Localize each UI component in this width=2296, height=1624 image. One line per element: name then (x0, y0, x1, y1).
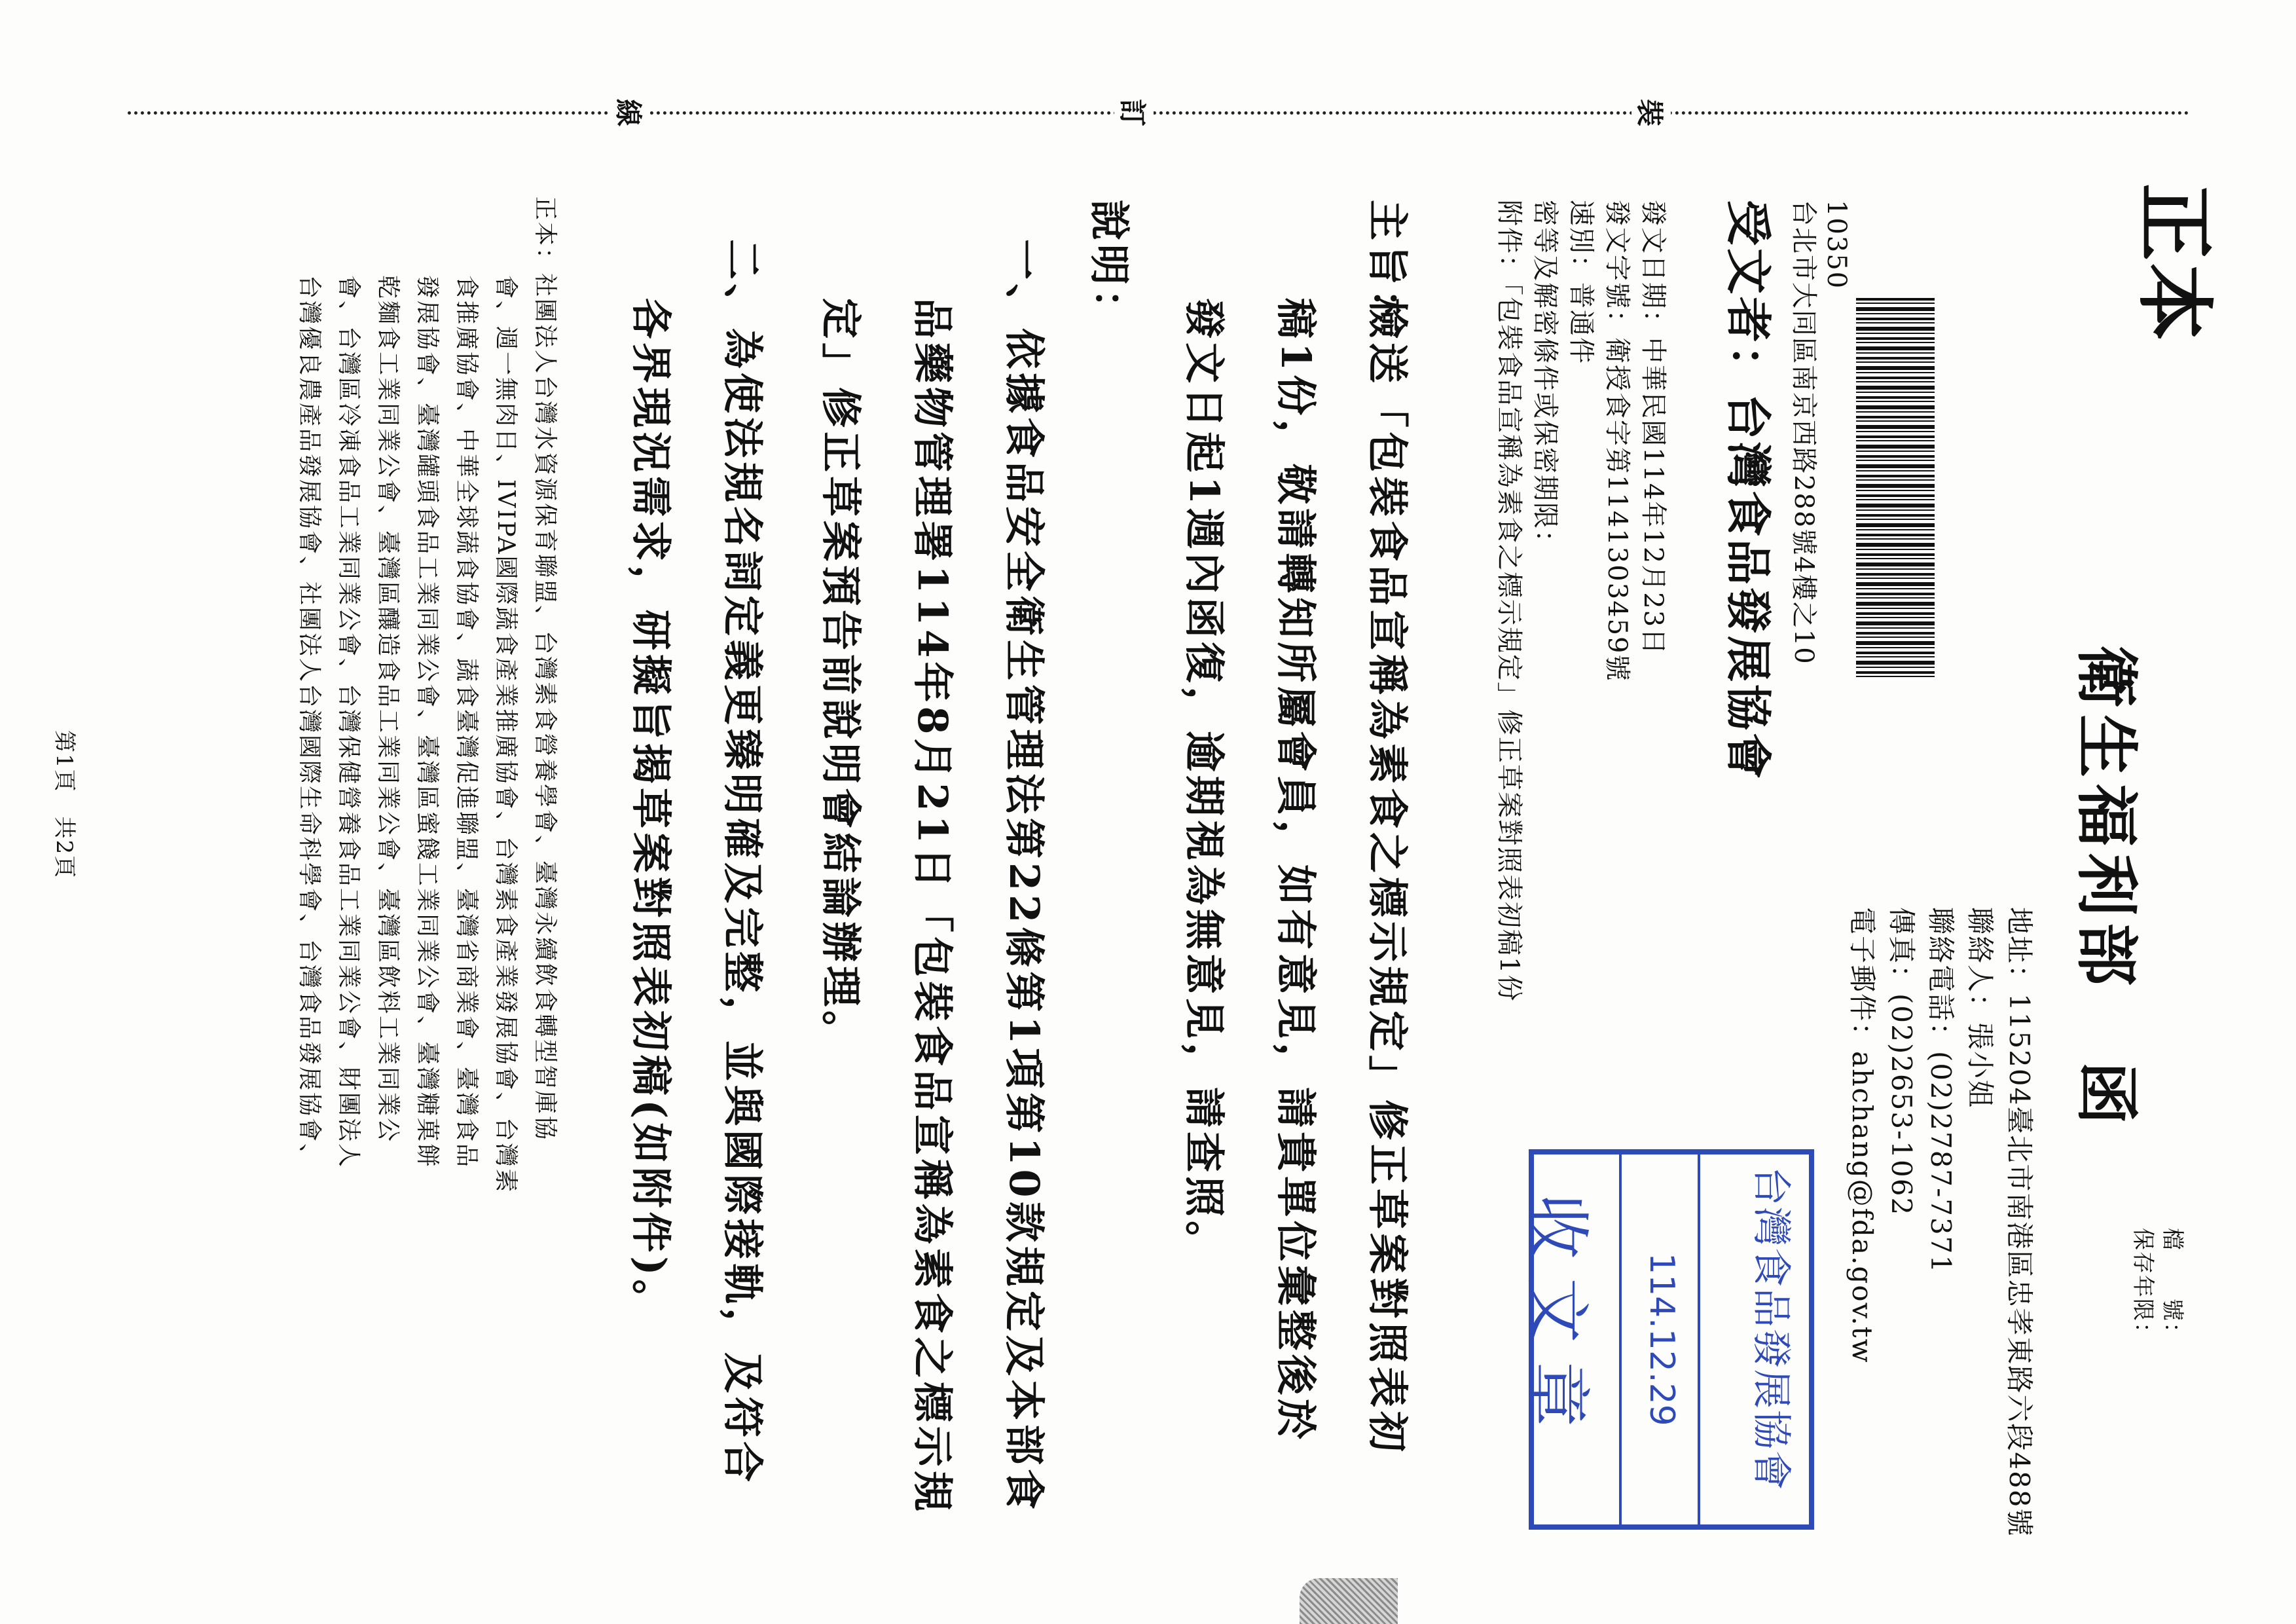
cc-line-6: 會、台灣區冷凍食品工業同業公會、台灣保健營養食品工業同業公會、財團法人 (335, 275, 362, 1170)
stamp-date: 114.12.29 (1642, 1253, 1681, 1426)
explanation-label: 說明： (1085, 200, 1133, 334)
classification: 密等及解密條件或保密期限： (1530, 200, 1560, 557)
scan-smudge (1300, 1578, 1398, 1624)
postal-code: 10350 (1821, 200, 1851, 290)
explanation-item-2-line-1: 二、為使法規名詞定義更臻明確及完整，並與國際接軌，及符合 (719, 239, 767, 1486)
barcode-image (1856, 298, 1935, 678)
recipient-name: 受文者：台灣食品發展協會 (1721, 200, 1776, 781)
sender-address: 地址：115204臺北市南港區忠孝東路六段488號 (2003, 907, 2035, 1538)
stamp-received: 收文章 (1518, 1194, 1595, 1445)
document-number: 發文字號：衛授食字第1141303459號 (1602, 200, 1632, 682)
binding-line (128, 111, 2190, 115)
binding-mark-staple: 訂 (1114, 95, 1154, 130)
recipient-address: 台北市大同區南京西路288號4樓之10 (1789, 200, 1819, 665)
delivery-speed: 速別：普通件 (1566, 200, 1596, 365)
cc-line-4: 發展協會、臺灣罐頭食品工業同業公會、臺灣區蜜餞工業同業公會、臺灣糖菓餅 (414, 275, 441, 1170)
binding-mark-line: 線 (610, 95, 649, 130)
received-stamp (1518, 1149, 1814, 1530)
subject-line-3: 發文日起1週內函復，逾期視為無意見，請查照。 (1180, 298, 1228, 1266)
subject-line-2: 稿1份，敬請轉知所屬會員，如有意見，請貴單位彙整後於 (1272, 298, 1320, 1444)
copy-mark: 正本 (2129, 183, 2220, 344)
stamp-org: 台灣食品發展協會 (1748, 1166, 1794, 1491)
explanation-item-1-line-2: 品藥物管理署114年8月21日「包裝食品宣稱為素食之標示規 (909, 298, 957, 1515)
page-number: 第1頁 共2頁 (51, 730, 77, 879)
binding-mark-bind: 裝 (1631, 95, 1671, 130)
sender-contact: 聯絡人：張小姐 (1964, 907, 1996, 1109)
explanation-item-1-line-1: 一、依據食品安全衛生管理法第22條第1項第10款規定及本部食 (1000, 239, 1048, 1513)
subject-line-1: 檢送「包裝食品宣稱為素食之標示規定」修正草案對照表初 (1364, 298, 1412, 1456)
issue-date: 發文日期：中華民國114年12月23日 (1638, 200, 1668, 656)
cc-line-3: 食推廣協會、中華全球蔬食協會、蔬食臺灣促進聯盟、臺灣省商業會、臺灣食品 (453, 275, 480, 1170)
sender-fax: 傳真：(02)2653-1062 (1886, 907, 1918, 1217)
sender-phone: 聯絡電話：(02)2787-7371 (1925, 907, 1957, 1274)
explanation-item-1-line-3: 定」修正草案預告前說明會結論辦理。 (817, 298, 865, 1056)
subject-label: 主旨： (1364, 200, 1412, 334)
explanation-item-2-line-2: 各界現況需求，研擬旨揭草案對照表初稿(如附件)。 (627, 298, 675, 1324)
cc-line-1: 正本：社團法人台灣水資源保育聯盟、台灣素食營養學會、臺灣永續飲食轉型智庫協 (532, 196, 558, 1142)
ministry-title: 衛生福利部 函 (2069, 645, 2143, 1131)
attachment: 附件：「包裝食品宣稱為素食之標示規定」修正草案對照表初稿1份 (1494, 200, 1524, 1003)
sender-email: 電子郵件：ahchang@fda.gov.tw (1846, 907, 1878, 1364)
file-number-label: 檔 號： (2159, 1228, 2185, 1346)
cc-line-7: 台灣優良農產品發展協會、社團法人台灣國際生命科學會、台灣食品發展協會、 (296, 275, 323, 1170)
retention-label: 保存年限： (2130, 1228, 2156, 1346)
cc-line-2: 會、週一無肉日、IVIPA國際蔬食產業推廣協會、台灣素食產業發展協會、台灣素 (492, 275, 519, 1194)
cc-line-5: 乾麵食工業同業公會、臺灣區釀造食品工業同業公會、臺灣區飲料工業同業公 (374, 275, 401, 1144)
